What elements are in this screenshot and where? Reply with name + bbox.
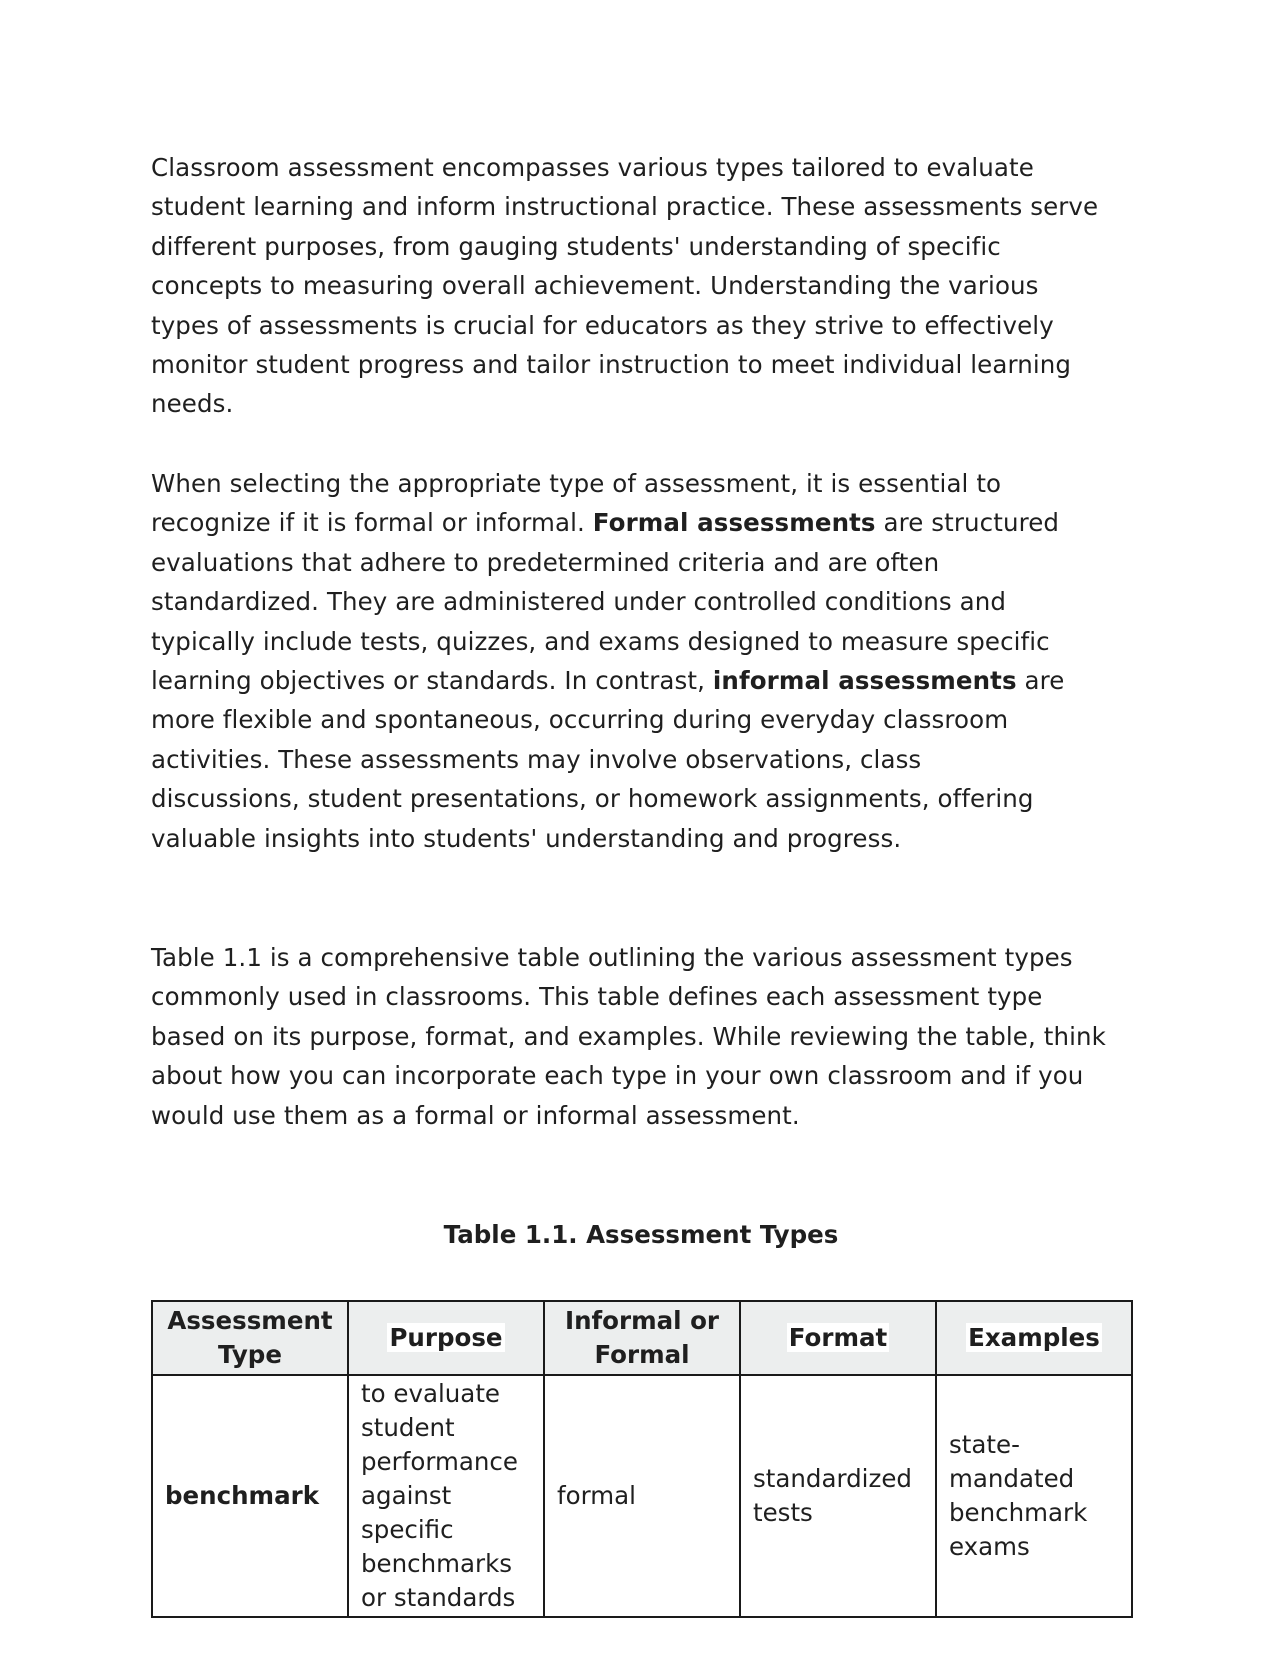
paragraph-table-intro: Table 1.1 is a comprehensive table outlining the various assessment types commonly used in classrooms. This table defines each assessment type based on its purpose, format, and examples. While reviewing the table, think about how you can incorporate each type in your own classroom and if you would use them as a formal or informal assessment. (151, 943, 1106, 1130)
cell-examples: state-mandated benchmark exams (936, 1375, 1132, 1617)
header-purpose: Purpose (348, 1301, 544, 1375)
header-assessment-type: Assessment Type (152, 1301, 348, 1375)
table-header-row (152, 1301, 1132, 1375)
cell-purpose: to evaluate student performance against specific benchmarks or standards (348, 1375, 544, 1617)
header-informal-or-formal: Informal or Formal (544, 1301, 740, 1375)
table-caption: Table 1.1. Assessment Types (443, 1220, 839, 1249)
header-format: Format (740, 1301, 936, 1375)
cell-assessment-type: benchmark (152, 1375, 348, 1617)
cell-informal-or-formal: formal (544, 1375, 740, 1617)
cell-format: standardized tests (740, 1375, 936, 1617)
paragraph-text: When selecting the appropriate type of assessment, it is essential to recognize if it is formal or informal. (151, 469, 1002, 538)
paragraph-formal-informal (151, 464, 1071, 858)
assessment-types-table (151, 1300, 1133, 1618)
table-row (152, 1375, 1132, 1617)
paragraph-text: are structured evaluations that adhere to predetermined criteria and are often standardized. They are administered under controlled conditions and typically include tests, quizzes, and exams designed to measure specific learning objectives or standards. In contrast, (151, 508, 1060, 696)
term-formal-assessments: Formal assessments (592, 508, 876, 538)
paragraph-text: are more flexible and spontaneous, occurring during everyday classroom activities. These assessments may involve observations, class discussions, student presentations, or homework assignments, offering valuable insights into students' understanding and progress. (151, 666, 1065, 853)
header-examples: Examples (936, 1301, 1132, 1375)
term-informal-assessments: informal assessments (712, 666, 1017, 696)
paragraph-intro: Classroom assessment encompasses various types tailored to evaluate student learning and inform instructional practice. These assessments serve different purposes, from gauging students' understanding of specific concepts to measuring overall achievement. Understanding the various types of assessments is crucial for educators as they strive to effectively monitor student progress and tailor instruction to meet individual learning needs. (151, 153, 1099, 419)
